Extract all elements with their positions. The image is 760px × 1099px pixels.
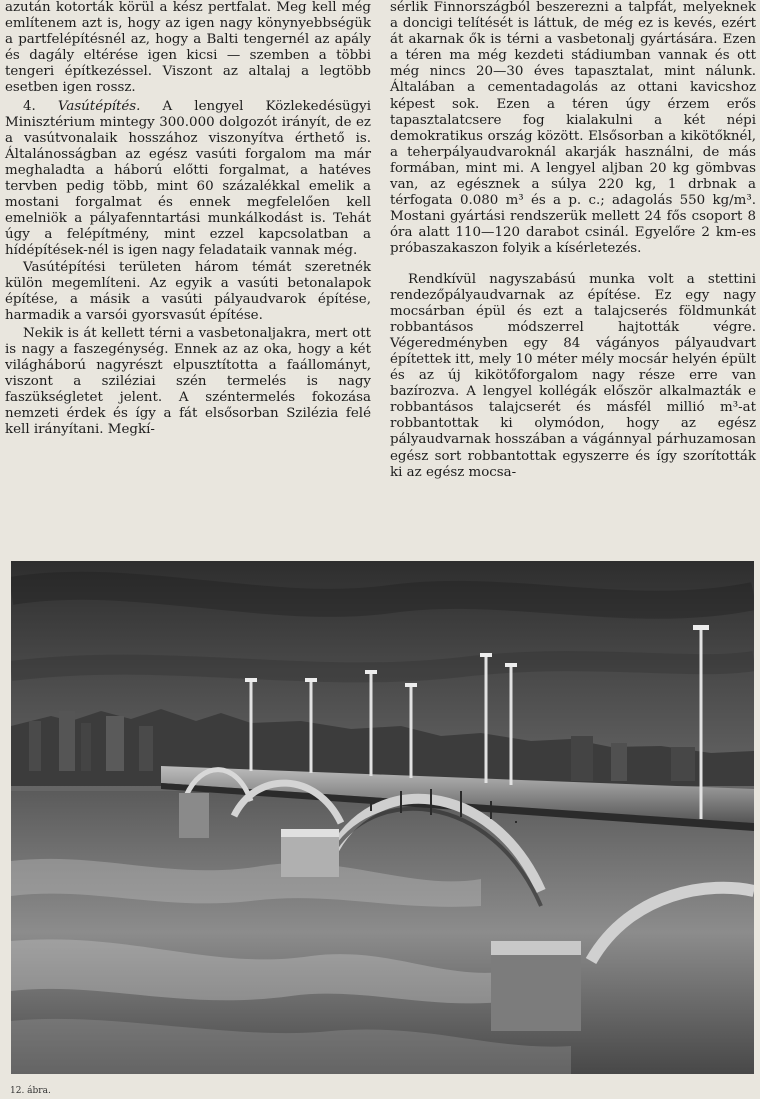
figure-caption: 12. ábra. — [10, 1086, 51, 1096]
bridge-photo — [11, 561, 754, 1074]
paragraph: Vasútépítési területen három témát szeretnék külön megemlíteni. Az egyik a vasúti betonalapok építése, a másik a vasúti pályaudvarok építése, harmadik a varsói gyorsvasút építése. — [5, 259, 371, 323]
paragraph: azután kotorták körül a kész pertfalat. Meg kell még említenem azt is, hogy az igen nagy könynyebbségük a partfelépítésnél az, hogy a Balti tengernél az apály és dagály eltérése igen kicsi — szemben a többi tengeri építkezéssel. Viszont az altalaj a legtöbb esetben igen rossz. — [5, 0, 371, 96]
paragraph: sérlik Finnországból beszerezni a talpfát, melyeknek a doncigi telítését is láttuk, de még ez is kevés, ezért át akarnak ők is térni a vasbetonalj gyártására. Ezen a téren ma még kezdeti stádiumban vannak és ott még nincs 20—30 éves tapasztalat, mint nálunk. Általában a cementadagolás az ottani kavicshoz képest sok. Ezen a téren úgy érzem erős tapasztalatcsere fog kialakulni a két népi demokratikus ország között. Elsősorban a kikötőknél, a teherpályaudvaroknál akarják használni, de más formában, mint mi. A lengyel aljban 20 kg gömbvas van, az egésznek a súlya 220 kg, 1 drbnak a térfogata 0.080 m³ és a p. c.; adagolás 550 kg/m³. Mostani gyártási rendszerük mellett 24 fős csoport 8 óra alatt 110—120 darabot csinál. Egyelőre 2 km-es próbaszakaszon folyik a kísérletezés. — [390, 0, 756, 257]
section-number: 4. — [23, 98, 58, 114]
paragraph: Rendkívül nagyszabású munka volt a stettini rendezőpályaudvarnak az építése. Ez egy nagy mocsárban épül és ezt a talajcserés földmunkát robbantásos módszerrel hajtották végre. Végeredményben egy 84 vágányos pályaudvart építettek itt, mely 10 méter mély mocsár helyén épült és az új kikötőforgalom nagy része erre van bazírozva. A lengyel kollégák először alkalmazták e robbantásos talajcserét és másfél millió m³-at robbantottak ki olymódon, hogy az egész pályaudvarnak hosszában a vágánnyal párhuzamosan egész sort robbantottak egyszerre és így szorították ki az egész mocsa- — [390, 271, 756, 480]
paragraph: Nekik is át kellett térni a vasbetonaljakra, mert ott is nagy a faszegénység. Ennek az az oka, hogy a két világháború nagyrészt elpusztította a faállományt, viszont a sziléziai szén termelés is nagy faszükségletet jelent. A széntermelés fokozása nemzeti érdek és így a fát elsősorban Szilézia felé kell irányítani. Megkí- — [5, 325, 371, 438]
section-title: Vasútépítés. — [57, 98, 141, 114]
paragraph-railway — [5, 99, 371, 260]
text-column-right — [390, 0, 756, 481]
paragraph-text: A lengyel Közlekedésügyi Minisztérium mintegy 300.000 dolgozót irányít, de ez a vasútvonalaik hosszához viszonyítva érthető is. Általánosságban az egész vasúti forgalom ma már meghaladta a háború előtti forgalmat, a hatéves tervben pedig több, mint 60 százalékkal emelik a mostani forgalmat és ennek megfelelően kell emelniök a pályafenntartási munkálkodást is. Tehát úgy a felépítmény, mint ezzel kapcsolatban a hídépítések-nél is igen nagy feladataik vannak még. — [5, 98, 371, 259]
text-column-left — [5, 0, 371, 439]
